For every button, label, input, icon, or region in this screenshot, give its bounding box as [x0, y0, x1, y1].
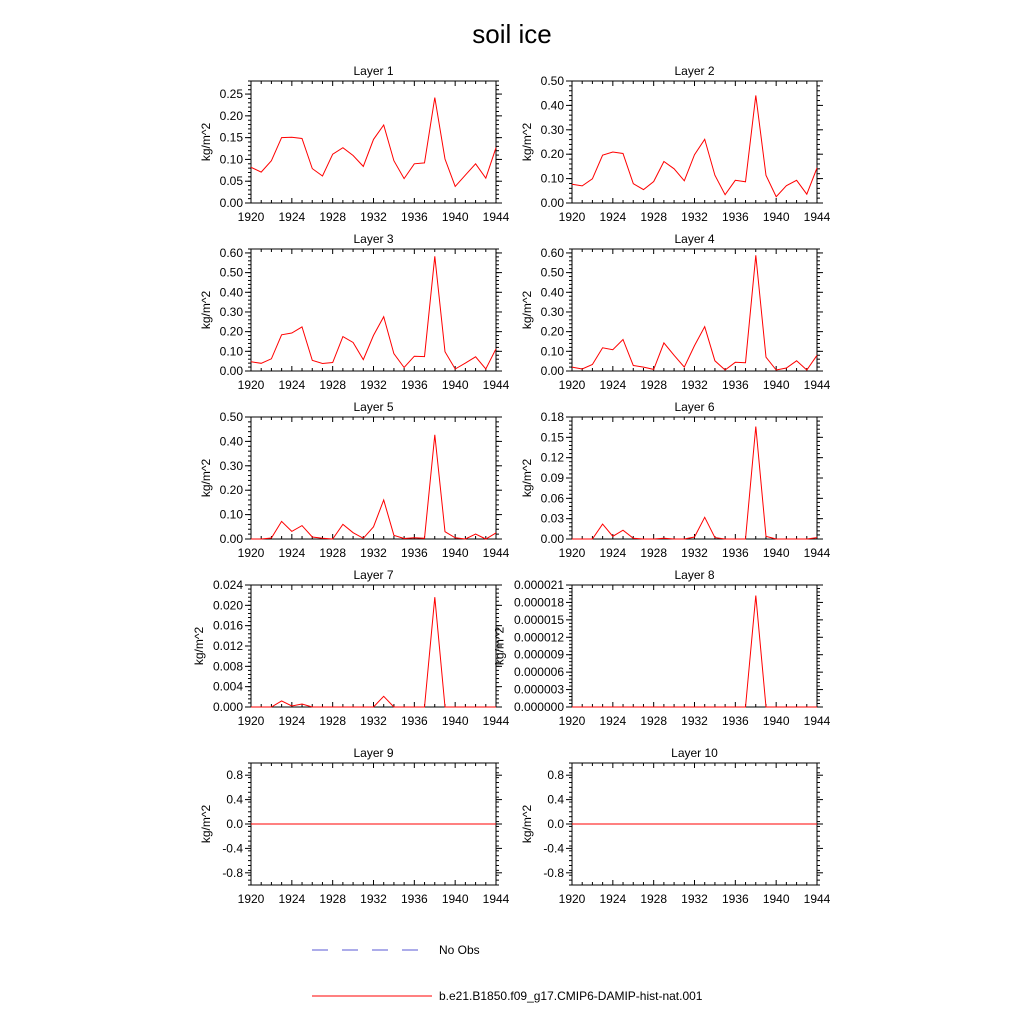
x-tick-label: 1944 [803, 714, 831, 728]
x-tick-label: 1944 [482, 714, 510, 728]
x-tick-label: 1944 [803, 892, 831, 906]
y-axis-label: kg/m^2 [519, 804, 534, 844]
panel-6 [520, 400, 831, 560]
x-tick-label: 1920 [237, 210, 265, 224]
x-tick-label: 1920 [237, 892, 265, 906]
panel-10 [520, 746, 831, 906]
y-tick-label: 0.00 [540, 364, 564, 378]
x-tick-label: 1928 [319, 210, 347, 224]
y-tick-label: 0.016 [212, 618, 243, 633]
y-tick-label: 0.10 [219, 152, 243, 167]
x-tick-label: 1940 [762, 714, 790, 728]
y-tick-label: 0.0 [547, 817, 564, 831]
x-tick-label: 1928 [640, 892, 668, 906]
y-tick-label: 0.50 [540, 265, 564, 280]
y-tick-label: 0.10 [540, 171, 564, 186]
x-tick-label: 1944 [482, 892, 510, 906]
y-tick-label: 0.20 [219, 483, 243, 498]
x-tick-label: 1920 [237, 378, 265, 392]
legend-label-no-obs: No Obs [439, 943, 480, 957]
y-tick-label: 0.20 [540, 147, 564, 162]
x-tick-label: 1924 [599, 210, 627, 224]
x-tick-label: 1924 [278, 892, 306, 906]
y-axis-label: kg/m^2 [198, 122, 213, 162]
x-tick-label: 1940 [762, 546, 790, 560]
plot-frame [572, 81, 817, 203]
y-axis-label: kg/m^2 [198, 458, 213, 498]
y-tick-label: 0.50 [219, 265, 243, 280]
y-tick-label: 0.024 [212, 578, 243, 592]
y-axis-label: kg/m^2 [519, 458, 534, 498]
y-tick-label: 0.4 [547, 792, 564, 807]
plot-frame [251, 81, 496, 203]
panel-title: Layer 9 [353, 746, 394, 760]
y-tick-label: 0.60 [219, 245, 243, 260]
panel-title: Layer 5 [353, 400, 394, 414]
series-line [572, 427, 817, 540]
x-tick-label: 1928 [319, 378, 347, 392]
y-tick-label: 0.000 [212, 700, 243, 714]
x-tick-label: 1920 [558, 378, 586, 392]
y-tick-label: 0.10 [540, 344, 564, 359]
y-axis-label: kg/m^2 [198, 290, 213, 330]
y-axis-label: kg/m^2 [198, 804, 213, 844]
y-tick-label: 0.09 [540, 471, 564, 485]
y-tick-label: 0.20 [219, 108, 243, 123]
y-tick-label: 0.50 [540, 74, 564, 88]
y-tick-label: 0.40 [219, 434, 243, 449]
panel-title: Layer 7 [353, 568, 394, 582]
x-tick-label: 1936 [400, 210, 428, 224]
x-tick-label: 1924 [599, 892, 627, 906]
y-tick-label: 0.4 [226, 792, 243, 807]
series-line [572, 255, 817, 370]
x-tick-label: 1940 [762, 378, 790, 392]
x-tick-label: 1936 [400, 378, 428, 392]
y-tick-label: 0.00 [219, 196, 243, 210]
x-tick-label: 1920 [558, 892, 586, 906]
x-tick-label: 1928 [640, 714, 668, 728]
series-line [251, 435, 496, 539]
y-tick-label: 0.000009 [513, 647, 564, 662]
y-tick-label: -0.4 [222, 841, 243, 856]
x-tick-label: 1932 [360, 546, 387, 560]
y-axis-label: kg/m^2 [492, 626, 507, 666]
x-tick-label: 1924 [599, 546, 627, 560]
y-tick-label: 0.012 [212, 639, 243, 653]
x-tick-label: 1924 [278, 210, 306, 224]
x-tick-label: 1932 [360, 714, 387, 728]
y-tick-label: 0.20 [540, 324, 564, 339]
y-tick-label: -0.8 [543, 865, 564, 880]
y-tick-label: 0.020 [212, 598, 243, 613]
panel-title: Layer 2 [674, 64, 715, 78]
y-tick-label: 0.50 [219, 410, 243, 424]
x-tick-label: 1936 [400, 714, 428, 728]
legend-label-model: b.e21.B1850.f09_g17.CMIP6-DAMIP-hist-nat.001 [439, 989, 703, 1003]
y-tick-label: 0.40 [540, 285, 564, 300]
plot-frame [251, 249, 496, 371]
plot-frame [251, 585, 496, 707]
y-tick-label: -0.8 [222, 865, 243, 880]
y-tick-label: 0.00 [219, 364, 243, 378]
y-tick-label: 0.000021 [513, 578, 564, 592]
y-tick-label: 0.0 [226, 817, 243, 831]
x-tick-label: 1928 [640, 378, 668, 392]
y-tick-label: 0.00 [540, 196, 564, 210]
y-tick-label: 0.30 [540, 122, 564, 137]
series-line [251, 256, 496, 369]
series-line [572, 596, 817, 708]
y-tick-label: 0.60 [540, 245, 564, 260]
x-tick-label: 1940 [441, 378, 469, 392]
y-tick-label: 0.00 [540, 532, 564, 546]
x-tick-label: 1920 [558, 546, 586, 560]
x-tick-label: 1932 [681, 892, 708, 906]
x-tick-label: 1932 [681, 546, 708, 560]
panel-9 [199, 746, 510, 906]
y-tick-label: 0.000015 [513, 612, 564, 627]
y-tick-label: 0.000003 [513, 682, 564, 697]
x-tick-label: 1940 [762, 210, 790, 224]
series-line [251, 98, 496, 187]
y-tick-label: 0.000000 [513, 700, 564, 714]
y-axis-label: kg/m^2 [519, 290, 534, 330]
y-tick-label: 0.000012 [513, 630, 564, 645]
x-tick-label: 1928 [319, 892, 347, 906]
y-tick-label: 0.05 [219, 174, 243, 189]
panel-title: Layer 10 [671, 746, 718, 760]
x-tick-label: 1936 [721, 378, 749, 392]
panel-7 [192, 568, 510, 728]
x-tick-label: 1928 [319, 714, 347, 728]
series-line [572, 95, 817, 196]
x-tick-label: 1940 [762, 892, 790, 906]
x-tick-label: 1936 [721, 714, 749, 728]
y-tick-label: 0.03 [540, 511, 564, 526]
y-tick-label: 0.15 [219, 130, 243, 145]
x-tick-label: 1940 [441, 714, 469, 728]
y-tick-label: 0.06 [540, 491, 564, 506]
panel-5 [199, 400, 510, 560]
x-tick-label: 1928 [640, 210, 668, 224]
y-tick-label: 0.40 [540, 98, 564, 113]
x-tick-label: 1944 [482, 546, 510, 560]
plot-frame [572, 417, 817, 539]
x-tick-label: 1920 [237, 546, 265, 560]
plot-frame [572, 585, 817, 707]
panel-1 [199, 64, 510, 224]
figure-title: soil ice [472, 19, 552, 49]
x-tick-label: 1924 [278, 714, 306, 728]
x-tick-label: 1940 [441, 892, 469, 906]
y-tick-label: 0.40 [219, 285, 243, 300]
y-tick-label: 0.25 [219, 87, 243, 102]
panel-2 [520, 64, 831, 224]
series-line [251, 597, 496, 707]
y-tick-label: 0.30 [219, 458, 243, 473]
y-tick-label: -0.4 [543, 841, 564, 856]
y-tick-label: 0.004 [212, 679, 243, 694]
panels [192, 64, 831, 906]
x-tick-label: 1936 [721, 892, 749, 906]
x-tick-label: 1940 [441, 546, 469, 560]
x-tick-label: 1932 [360, 892, 387, 906]
x-tick-label: 1932 [681, 378, 708, 392]
x-tick-label: 1932 [681, 210, 708, 224]
y-tick-label: 0.30 [540, 304, 564, 319]
x-tick-label: 1944 [482, 210, 510, 224]
x-tick-label: 1928 [319, 546, 347, 560]
x-tick-label: 1932 [360, 210, 387, 224]
y-tick-label: 0.8 [226, 768, 243, 783]
x-tick-label: 1936 [400, 546, 428, 560]
x-tick-label: 1932 [681, 714, 708, 728]
x-tick-label: 1924 [599, 714, 627, 728]
x-tick-label: 1940 [441, 210, 469, 224]
x-tick-label: 1924 [278, 378, 306, 392]
y-tick-label: 0.12 [540, 450, 564, 465]
x-tick-label: 1944 [803, 546, 831, 560]
panel-3 [199, 232, 510, 392]
legend [312, 943, 703, 1003]
x-tick-label: 1936 [721, 210, 749, 224]
y-tick-label: 0.008 [212, 659, 243, 674]
x-tick-label: 1920 [558, 210, 586, 224]
y-tick-label: 0.10 [219, 507, 243, 522]
x-tick-label: 1932 [360, 378, 387, 392]
panel-title: Layer 3 [353, 232, 394, 246]
y-tick-label: 0.00 [219, 532, 243, 546]
y-tick-label: 0.18 [540, 410, 564, 424]
x-tick-label: 1924 [599, 378, 627, 392]
x-tick-label: 1936 [400, 892, 428, 906]
y-tick-label: 0.20 [219, 324, 243, 339]
x-tick-label: 1944 [482, 378, 510, 392]
x-tick-label: 1944 [803, 378, 831, 392]
y-tick-label: 0.15 [540, 430, 564, 445]
panel-title: Layer 6 [674, 400, 715, 414]
x-tick-label: 1920 [558, 714, 586, 728]
x-tick-label: 1944 [803, 210, 831, 224]
plot-frame [251, 417, 496, 539]
y-tick-label: 0.30 [219, 304, 243, 319]
x-tick-label: 1936 [721, 546, 749, 560]
y-tick-label: 0.10 [219, 344, 243, 359]
panel-title: Layer 8 [674, 568, 715, 582]
panel-title: Layer 4 [674, 232, 715, 246]
x-tick-label: 1920 [237, 714, 265, 728]
y-tick-label: 0.000018 [513, 595, 564, 610]
plot-frame [572, 249, 817, 371]
x-tick-label: 1928 [640, 546, 668, 560]
y-axis-label: kg/m^2 [519, 122, 534, 162]
y-tick-label: 0.000006 [513, 665, 564, 680]
x-tick-label: 1924 [278, 546, 306, 560]
y-tick-label: 0.8 [547, 768, 564, 783]
panel-8 [493, 568, 831, 728]
y-axis-label: kg/m^2 [192, 626, 206, 666]
panel-title: Layer 1 [353, 64, 394, 78]
panel-4 [520, 232, 831, 392]
